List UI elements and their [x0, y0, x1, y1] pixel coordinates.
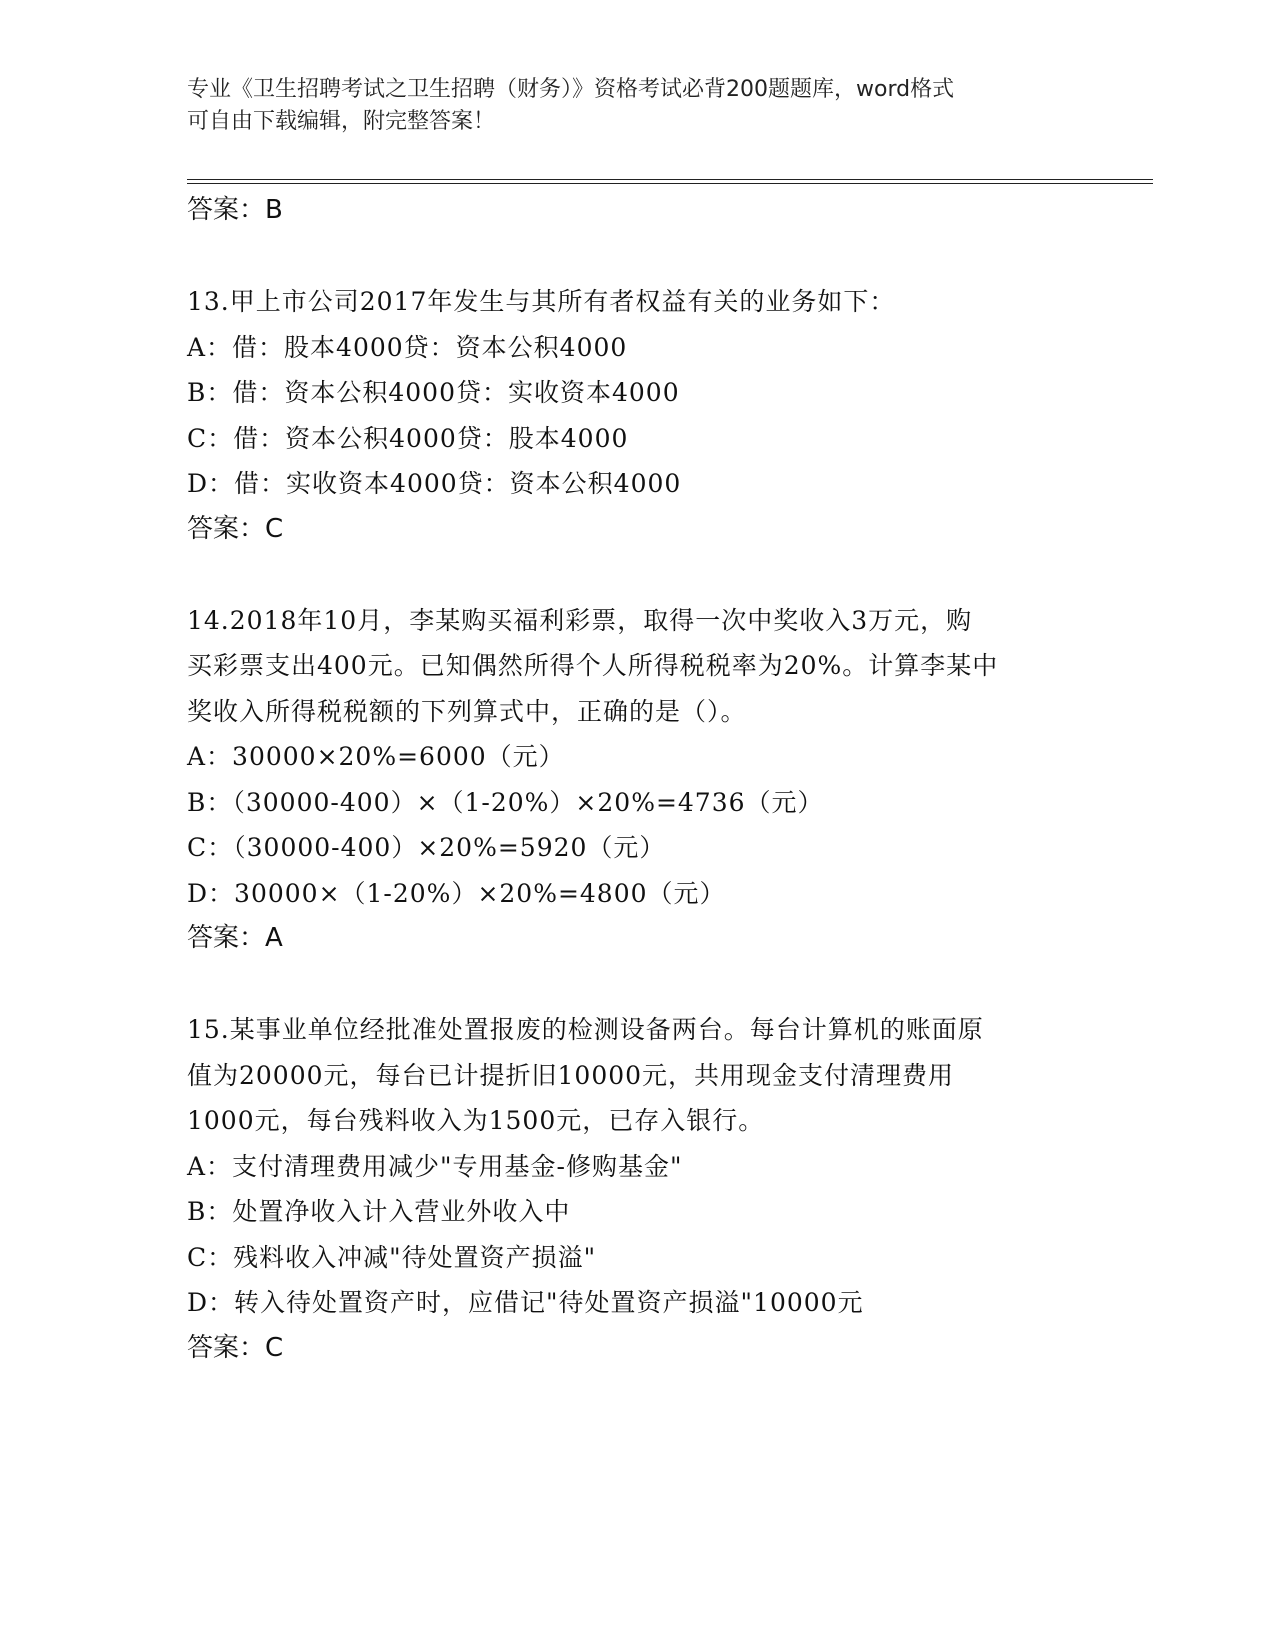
question-stem-line: 14.2018年10月，李某购买福利彩票，取得一次中奖收入3万元，购 [187, 605, 973, 635]
question-stem-line: 15.某事业单位经批准处置报废的检测设备两台。每台计算机的账面原 [187, 1015, 984, 1044]
option-c: C：（30000-400）×20%=5920（元） [187, 833, 666, 862]
answer-label: 答案：A [187, 923, 283, 953]
option-a: A：支付清理费用减少"专用基金-修购基金" [187, 1151, 683, 1181]
option-b: B：（30000-400）×（1-20%）×20%=4736（元） [187, 787, 824, 817]
question-14 [187, 598, 1147, 962]
question-13 [187, 279, 1147, 552]
option-a: A：借：股本4000贷：资本公积4000 [187, 332, 628, 362]
option-d: D：30000×（1-20%）×20%=4800（元） [187, 878, 726, 908]
option-b: B：借：资本公积4000贷：实收资本4000 [187, 378, 680, 407]
question-stem-line: 1000元，每台残料收入为1500元，已存入银行。 [187, 1106, 765, 1135]
answer-label: 答案：C [187, 1332, 284, 1363]
option-c: C：残料收入冲减"待处置资产损溢" [187, 1242, 597, 1272]
option-b: B：处置净收入计入营业外收入中 [187, 1197, 571, 1226]
question-stem-line: 13.甲上市公司2017年发生与其所有者权益有关的业务如下： [187, 287, 896, 316]
document-body [187, 188, 1147, 1371]
option-d: D：借：实收资本4000贷：资本公积4000 [187, 469, 682, 498]
option-d: D：转入待处置资产时，应借记"待处置资产损溢"10000元 [187, 1288, 864, 1317]
header-line-1: 专业《卫生招聘考试之卫生招聘（财务）》资格考试必背200题题库，word格式 [187, 77, 955, 102]
option-c: C：借：资本公积4000贷：股本4000 [187, 423, 629, 453]
document-header [187, 74, 1067, 138]
header-divider-bottom [187, 183, 1153, 184]
question-stem-line: 奖收入所得税税额的下列算式中，正确的是（）。 [187, 696, 747, 726]
header-line-2: 可自由下载编辑，附完整答案！ [187, 109, 496, 134]
option-a: A：30000×20%=6000（元） [187, 742, 565, 771]
header-divider-top [187, 179, 1153, 180]
previous-answer: 答案：B [187, 195, 283, 225]
question-15 [187, 1007, 1147, 1371]
question-stem-line: 买彩票支出400元。已知偶然所得个人所得税税率为20%。计算李某中 [187, 651, 999, 680]
answer-label: 答案：C [187, 513, 284, 544]
question-stem-line: 值为20000元，每台已计提折旧10000元，共用现金支付清理费用 [187, 1060, 955, 1090]
